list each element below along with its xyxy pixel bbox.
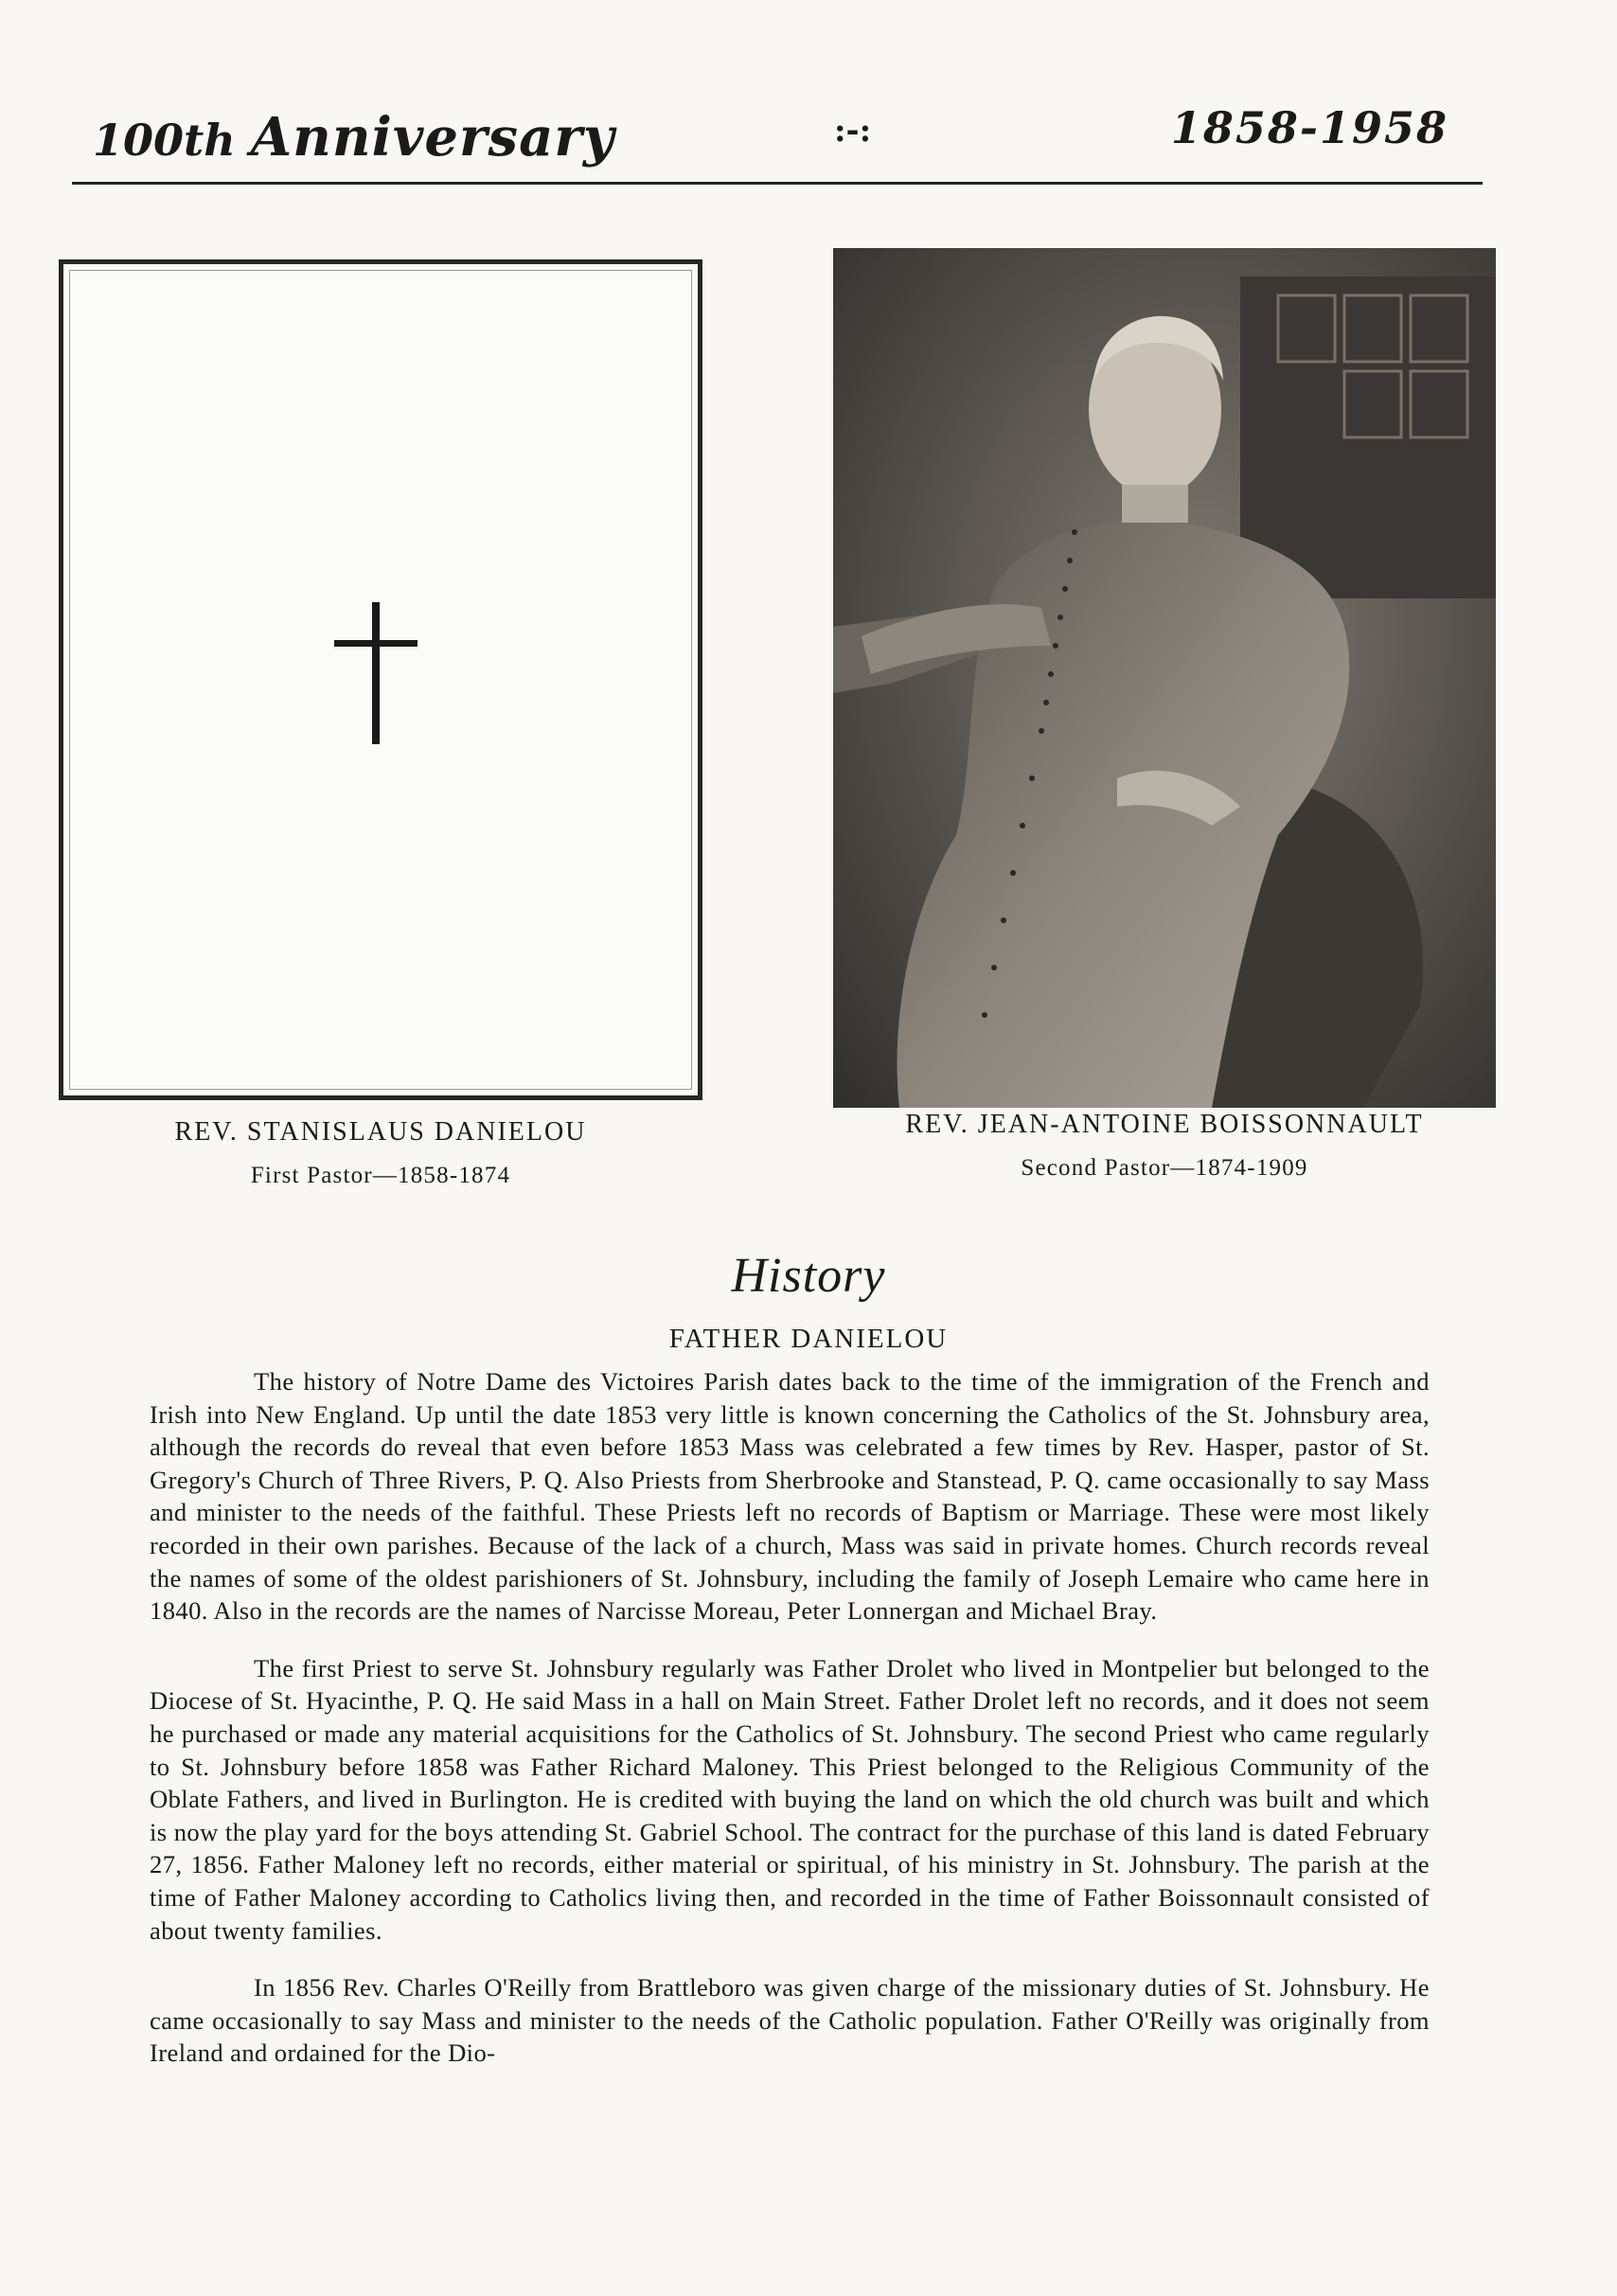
anniversary-word: Anniversary — [250, 106, 615, 169]
anniversary-prefix: 100th — [93, 115, 251, 166]
pastor-name: REV. JEAN-ANTOINE BOISSONNAULT — [905, 1110, 1424, 1139]
section-subtitle: FATHER DANIELOU — [668, 1324, 949, 1354]
history-body — [150, 1365, 1430, 2094]
section-title: History — [731, 1249, 886, 1303]
pastor-role: Second Pastor—1874-1909 — [1021, 1155, 1308, 1181]
priest-photograph — [833, 248, 1496, 1108]
caption-first-pastor — [59, 1117, 702, 1189]
anniversary-title — [93, 106, 614, 169]
caption-second-pastor — [833, 1110, 1496, 1182]
page-header — [72, 95, 1483, 185]
paragraph: The first Priest to serve St. Johnsbury regularly was Father Drolet who lived in Montpelier but belonged to the Diocese of St. Hyacinthe, P. Q. He said Mass in a hall on Main Street. Father Drolet left no records, and it does not seem he purchased or made any material acquisitions for the Catholics of St. Johnsbury. The second Priest who came regularly to St. Johnsbury before 1858 was Father Richard Maloney. This Priest belonged to the Religious Community of the Oblate Fathers, and lived in Burlington. He is credited with buying the land on which the old church was built and which is now the play yard for the boys attending St. Gabriel School. The contract for the purchase of this land is dated February 27, 1856. Father Maloney left no records, either material or spiritual, of his ministry in St. Johnsbury. The parish at the time of Father Maloney according to Catholics living then, and recorded in the time of Father Boissonnault consisted of about twenty families. — [150, 1653, 1430, 1945]
cross-icon — [327, 602, 431, 763]
header-ornament: :-: — [834, 112, 872, 150]
portrait-photo-boissonnault — [833, 248, 1496, 1108]
pastor-role: First Pastor—1858-1874 — [250, 1163, 511, 1188]
anniversary-years: 1858-1958 — [1170, 102, 1448, 153]
paragraph: The history of Notre Dame des Victoires Parish dates back to the time of the immigration of the French and Irish into New England. Up until the date 1853 very little is known concerning the Catholics of the St. Johnsbury area, although the records do reveal that even before 1853 Mass was celebrated a few times by Rev. Hasper, pastor of St. Gregory's Church of Three Rivers, P. Q. Also Priests from Sherbrooke and Stanstead, P. Q. came occasionally to say Mass and minister to the needs of the faithful. These Priests left no records of Baptism or Marriage. These were most likely recorded in their own parishes. Because of the lack of a church, Mass was said in private homes. Church records reveal the names of some of the oldest parishioners of St. Johnsbury, including the family of Joseph Lemaire who came here in 1840. Also in the records are the names of Narcisse Moreau, Peter Lonnergan and Michael Bray. — [150, 1367, 1430, 1626]
paragraph: In 1856 Rev. Charles O'Reilly from Brattleboro was given charge of the missionary duties of St. Johnsbury. He came occasionally to say Mass and minister to the needs of the Catholic population. Father O'Reilly was originally from Ireland and ordained for the Dio- — [150, 1973, 1430, 2068]
pastor-name: REV. STANISLAUS DANIELOU — [174, 1117, 587, 1147]
